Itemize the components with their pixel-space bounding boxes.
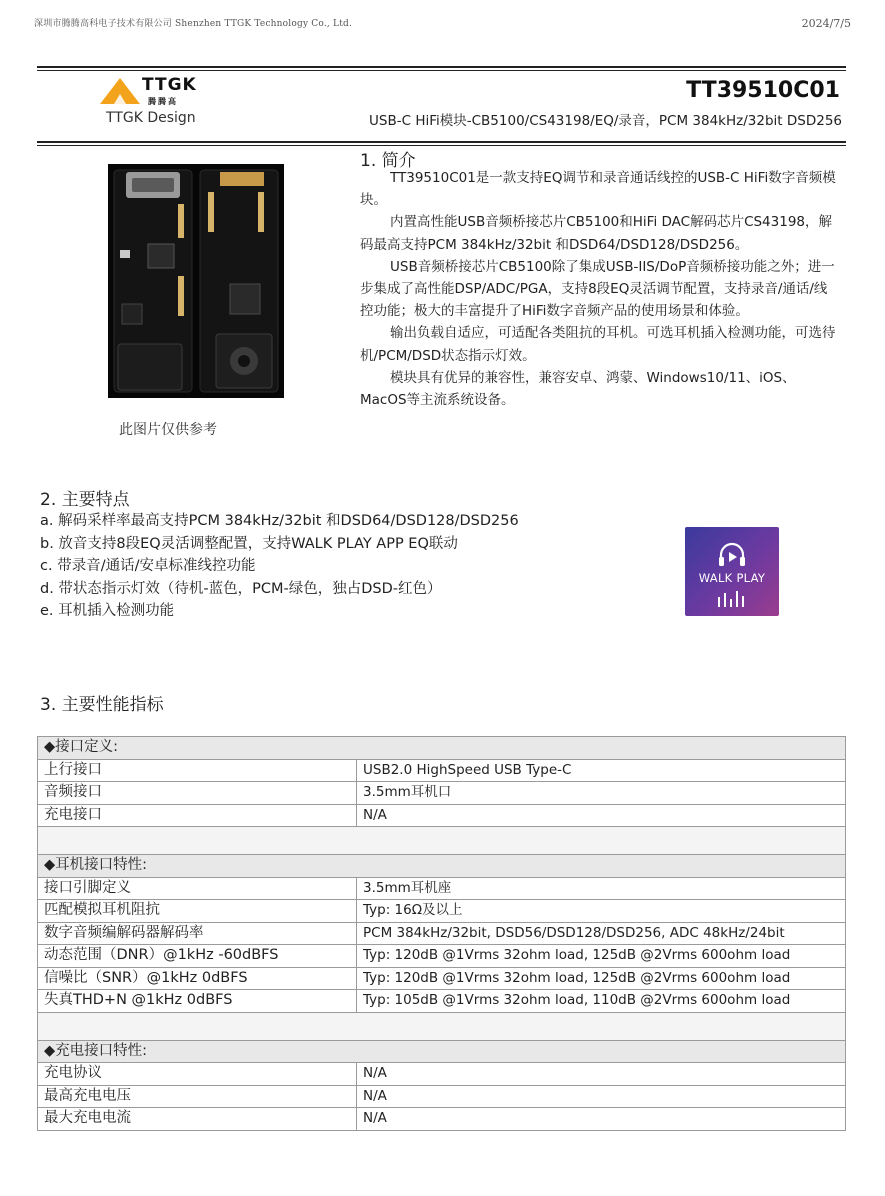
product-photo (108, 164, 284, 398)
spec-value: 3.5mm耳机座 (357, 877, 846, 900)
header-rule-top-thin (37, 70, 846, 71)
spec-key: 最大充电电流 (38, 1108, 357, 1131)
spec-group-heading: ◆充电接口特性: (38, 1040, 846, 1063)
document-date: 2024/7/5 (801, 17, 851, 30)
spec-value: Typ: 105dB @1Vrms 32ohm load, 110dB @2Vrms 600ohm load (357, 990, 846, 1013)
spec-key: 充电协议 (38, 1063, 357, 1086)
product-model: TT39510C01 (686, 78, 840, 103)
spec-key: 动态范围（DNR）@1kHz -60dBFS (38, 945, 357, 968)
header-rule-top (37, 66, 846, 68)
intro-paragraph: 输出负载自适应，可适配各类阻抗的耳机。可选耳机插入检测功能，可选待机/PCM/DSD状态指示灯效。 (360, 325, 836, 364)
feature-item: d. 带状态指示灯效（待机-蓝色，PCM-绿色，独占DSD-红色） (40, 580, 442, 597)
spec-key: 音频接口 (38, 782, 357, 805)
spec-key: 充电接口 (38, 804, 357, 827)
spec-group-header (38, 1040, 846, 1063)
company-note: 深圳市腾腾高科电子技术有限公司 Shenzhen TTGK Technology Co., Ltd. (34, 19, 353, 29)
spec-key: 失真THD+N @1kHz 0dBFS (38, 990, 357, 1013)
intro-body (360, 167, 840, 411)
spec-row (38, 900, 846, 923)
spec-group-header (38, 855, 846, 878)
spec-row (38, 990, 846, 1013)
feature-item: e. 耳机插入检测功能 (40, 603, 175, 619)
intro-title: 1. 简介 (360, 151, 416, 171)
spec-value: 3.5mm耳机口 (357, 782, 846, 805)
spec-spacer-row (38, 1012, 846, 1040)
logo-brand: TTGK (142, 75, 197, 95)
spec-key: 信噪比（SNR）@1kHz 0dBFS (38, 967, 357, 990)
spec-row (38, 922, 846, 945)
spec-key: 上行接口 (38, 759, 357, 782)
triangle-logo-icon (98, 76, 142, 106)
feature-item: a. 解码采样率最高支持PCM 384kHz/32bit 和DSD64/DSD128/DSD256 (40, 513, 519, 529)
spec-row (38, 759, 846, 782)
spec-value: N/A (357, 1085, 846, 1108)
headphones-play-icon (716, 541, 748, 569)
spec-row (38, 804, 846, 827)
spec-row (38, 945, 846, 968)
spec-spacer (38, 1012, 846, 1040)
equalizer-bars-icon (717, 591, 747, 607)
spec-value: Typ: 16Ω及以上 (357, 900, 846, 923)
header-rule-bottom (37, 141, 846, 143)
spec-key: 匹配模拟耳机阻抗 (38, 900, 357, 923)
spec-spacer (38, 827, 846, 855)
product-subtitle: USB-C HiFi模块-CB5100/CS43198/EQ/录音，PCM 384kHz/32bit DSD256 (369, 113, 842, 129)
spec-group-header (38, 737, 846, 760)
spec-value: N/A (357, 1063, 846, 1086)
logo-caption: TTGK Design (106, 110, 196, 126)
spec-value: USB2.0 HighSpeed USB Type-C (357, 759, 846, 782)
spec-group-heading: ◆接口定义: (38, 737, 846, 760)
spec-value: Typ: 120dB @1Vrms 32ohm load, 125dB @2Vrms 600ohm load (357, 967, 846, 990)
spec-row (38, 1085, 846, 1108)
intro-paragraph: 模块具有优异的兼容性，兼容安卓、鸿蒙、Windows10/11、iOS、MacOS等主流系统设备。 (360, 369, 796, 409)
spec-key: 接口引脚定义 (38, 877, 357, 900)
spec-row (38, 1063, 846, 1086)
features-list (40, 510, 519, 623)
feature-item: c. 带录音/通话/安卓标准线控功能 (40, 558, 256, 574)
photo-caption: 此图片仅供参考 (119, 422, 217, 438)
spec-table (37, 736, 846, 1131)
logo-brand-sub: 腾腾高 (148, 97, 178, 106)
feature-item: b. 放音支持8段EQ灵活调整配置，支持WALK PLAY APP EQ联动 (40, 535, 458, 552)
walk-play-app-logo (685, 527, 779, 616)
spec-value: PCM 384kHz/32bit, DSD56/DSD128/DSD256, ADC 48kHz/24bit (357, 922, 846, 945)
header-rule-bottom-thin (37, 145, 846, 146)
pcb-board-image (108, 164, 284, 398)
spec-spacer-row (38, 827, 846, 855)
spec-value: N/A (357, 804, 846, 827)
spec-key: 数字音频编解码器解码率 (38, 922, 357, 945)
intro-paragraph: TT39510C01是一款支持EQ调节和录音通话线控的USB-C HiFi数字音频模块。 (360, 170, 836, 209)
intro-paragraph: USB音频桥接芯片CB5100除了集成USB-IIS/DoP音频桥接功能之外；进一步集成了高性能DSP/ADC/PGA，支持8段EQ灵活调节配置，支持录音/通话/线控功能；极大的丰富提升了HiFi数字音频产品的使用场景和体验。 (360, 258, 835, 320)
spec-row (38, 1108, 846, 1131)
spec-row (38, 782, 846, 805)
spec-row (38, 967, 846, 990)
spec-value: N/A (357, 1108, 846, 1131)
intro-paragraph: 内置高性能USB音频桥接芯片CB5100和HiFi DAC解码芯片CS43198，解码最高支持PCM 384kHz/32bit 和DSD64/DSD128/DSD256。 (360, 214, 833, 253)
features-title: 2. 主要特点 (40, 490, 130, 510)
spec-group-heading: ◆耳机接口特性: (38, 855, 846, 878)
walk-play-label: WALK PLAY (698, 571, 766, 585)
specs-title: 3. 主要性能指标 (40, 695, 164, 715)
spec-row (38, 877, 846, 900)
spec-key: 最高充电电压 (38, 1085, 357, 1108)
spec-value: Typ: 120dB @1Vrms 32ohm load, 125dB @2Vrms 600ohm load (357, 945, 846, 968)
